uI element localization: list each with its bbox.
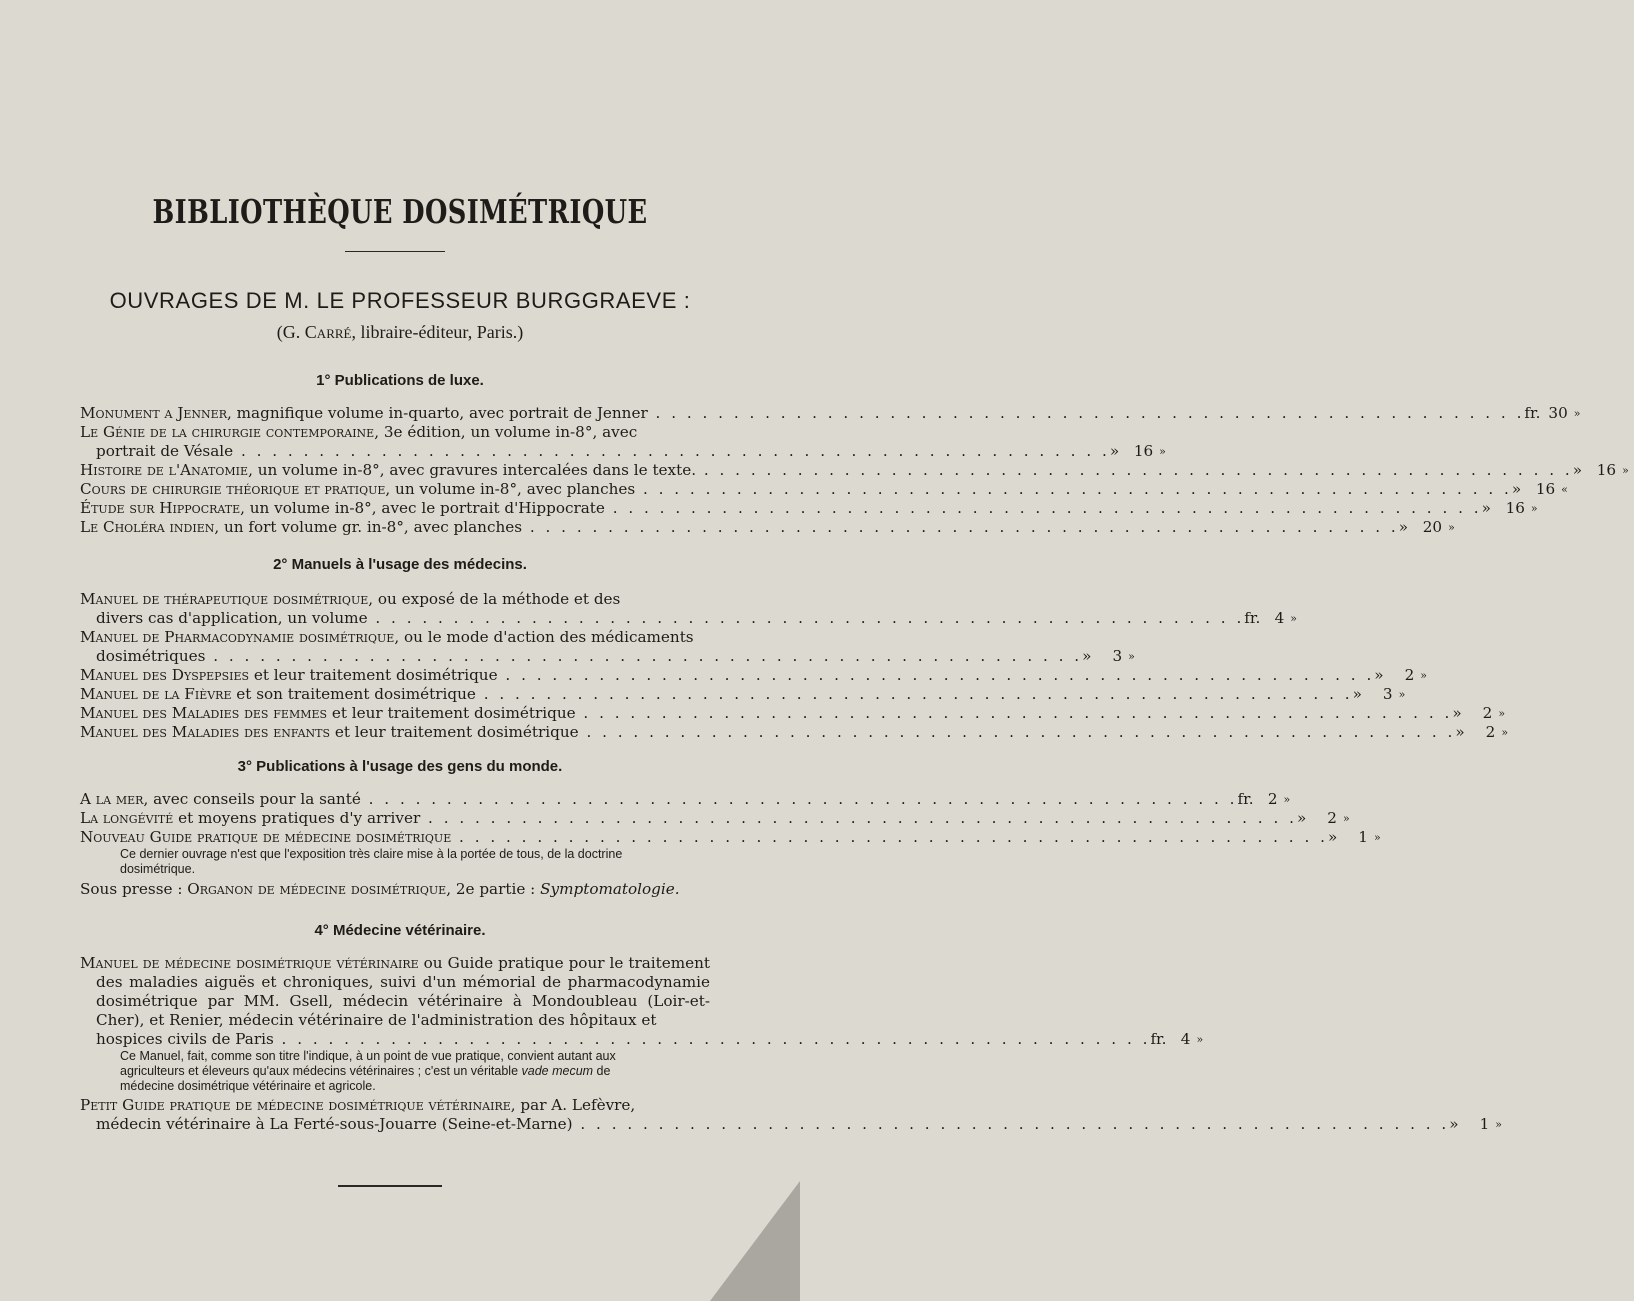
note-part: Ce Manuel, fait, comme son titre l'indique, à un point de vue pratique, convient autant aux agriculteurs et éleveurs qu'aux médecins vétérinaires ; c'est un véritable (120, 1049, 616, 1078)
entry-ditto: » (1398, 688, 1406, 701)
subtitle: OUVRAGES DE M. LE PROFESSEUR BURGGRAEVE : (109, 288, 691, 313)
entry-ditto: » (1495, 1118, 1502, 1131)
entry-price: 4 (1180, 1030, 1191, 1048)
entry-price: 2 (1267, 790, 1278, 808)
press-name: Organon de médecine dosimétrique (187, 880, 447, 898)
entry-ditto: » (1622, 464, 1629, 477)
entry-cont: portrait de Vésale (96, 442, 234, 460)
entry-name: A la mer (80, 790, 144, 808)
entry-price: 16 (1133, 442, 1154, 460)
entry-cont: hospices civils de Paris (96, 1030, 274, 1048)
entry-ditto: » (1342, 812, 1350, 825)
entry-desc: , 3e édition, un volume in-8°, avec (374, 423, 638, 441)
list-item (80, 499, 1538, 518)
entry-ditto: » (1128, 650, 1135, 663)
entry-desc: , magnifique volume in-quarto, avec portrait de Jenner (227, 404, 648, 422)
list-item-continuation (80, 1115, 1502, 1134)
entry-unit: » (1082, 647, 1092, 665)
section-1-list (80, 404, 1629, 537)
entry-unit: » (1352, 685, 1362, 703)
entry-unit: » (1327, 828, 1338, 846)
list-item (80, 518, 1455, 537)
entry-ditto: » (1501, 726, 1509, 739)
entry-price: 3 (1112, 647, 1123, 665)
press-line (80, 880, 710, 899)
section-heading-2: 2° Manuels à l'usage des médecins. (273, 556, 527, 573)
bottom-rule (338, 1185, 442, 1187)
entry-desc: , avec conseils pour la santé (143, 790, 361, 808)
press-italic: Symptomatologie. (540, 880, 680, 898)
entry-price: 20 (1422, 518, 1443, 536)
page-title: BIBLIOTHÈQUE DOSIMÉTRIQUE (152, 192, 648, 231)
entry-ditto: » (1283, 793, 1291, 806)
entry-unit: » (1511, 480, 1522, 498)
entry-name: Petit Guide pratique de médecine dosimétrique vétérinaire (80, 1096, 511, 1114)
press-lead: Sous presse : (80, 880, 188, 898)
entry-desc: , ou le mode d'action des médicaments (394, 628, 694, 646)
entry-name: Le Génie de la chirurgie contemporaine (80, 423, 375, 441)
entry-unit: » (1572, 461, 1583, 479)
entry-unit: » (1449, 1115, 1459, 1133)
section-4-list (80, 954, 1502, 1134)
entry-desc: et leur traitement dosimétrique (249, 666, 498, 684)
entry-unit: » (1296, 809, 1307, 827)
section-3-list (80, 790, 1381, 899)
list-item (80, 704, 1506, 723)
entry-price: 4 (1274, 609, 1285, 627)
title-rule (345, 251, 445, 252)
entry-name: Le Choléra indien (80, 518, 215, 536)
entry-name: Manuel de Pharmacodynamie dosimétrique (80, 628, 395, 646)
note-text (80, 1049, 710, 1094)
entry-desc: et moyens pratiques d'y arriver (173, 809, 421, 827)
entry-unit: » (1374, 666, 1384, 684)
entry-desc: , par A. Lefèvre, (510, 1096, 636, 1114)
publisher-rest: , libraire-éditeur, Paris.) (351, 322, 524, 342)
list-item (80, 828, 1381, 847)
section-2-list (80, 590, 1509, 742)
note-italic: vade mecum (521, 1064, 594, 1078)
entry-name: Manuel de thérapeutique dosimétrique (80, 590, 369, 608)
note-part: de médecine dosimétrique vétérinaire et agricole. (120, 1064, 611, 1093)
entry-unit: » (1398, 518, 1409, 536)
publisher-open: (G. (276, 322, 305, 342)
entry-unit: » (1455, 723, 1465, 741)
entry-unit: fr. (1150, 1030, 1167, 1048)
entry-price: 1 (1479, 1115, 1490, 1133)
entry-price: 2 (1485, 723, 1496, 741)
entry-ditto: » (1290, 612, 1298, 625)
entry-cont: divers cas d'application, un volume (96, 609, 368, 627)
veto-paragraph (80, 954, 710, 1030)
entry-name: Étude sur Hippocrate (80, 499, 241, 517)
page-corner-wear (710, 1181, 800, 1301)
entry-name: Manuel des Dyspepsies (80, 666, 250, 684)
entry-ditto: « (1561, 483, 1568, 496)
entry-desc: et leur traitement dosimétrique (327, 704, 576, 722)
entry-ditto: » (1530, 502, 1538, 515)
entry-price: 2 (1404, 666, 1415, 684)
entry-desc: , ou exposé de la méthode et des (368, 590, 621, 608)
entry-price: 16 (1596, 461, 1617, 479)
list-item-continuation (80, 442, 1166, 461)
note-text: Ce dernier ouvrage n'est que l'exposition très claire mise à la portée de tous, de la doctrine dosimétrique. (120, 847, 623, 876)
entry-ditto: » (1573, 407, 1581, 420)
list-item (80, 461, 1629, 480)
entry-name: Manuel des Maladies des femmes (80, 704, 328, 722)
entry-unit: » (1452, 704, 1462, 722)
entry-unit: fr. (1244, 609, 1261, 627)
entry-unit: fr. (1237, 790, 1254, 808)
entry-price: 2 (1482, 704, 1493, 722)
entry-name: Manuel de la Fièvre (80, 685, 232, 703)
entry-price: 2 (1327, 809, 1337, 827)
entry-name: Manuel des Maladies des enfants (80, 723, 331, 741)
publisher-line (0, 322, 800, 343)
list-item (80, 685, 1406, 704)
entry-name: La longévité (80, 809, 174, 827)
entry-desc: , un fort volume gr. in-8°, avec planches (214, 518, 523, 536)
entry-name: Cours de chirurgie théorique et pratique (80, 480, 386, 498)
list-item (80, 666, 1428, 685)
entry-ditto: » (1159, 445, 1166, 458)
entry-cont: médecin vétérinaire à La Ferté-sous-Jouarre (Seine-et-Marne) (96, 1115, 573, 1133)
entry-desc: et leur traitement dosimétrique (330, 723, 579, 741)
list-item (80, 590, 710, 609)
entry-ditto: » (1196, 1033, 1204, 1046)
entry-ditto: » (1373, 831, 1381, 844)
entry-price: 16 (1535, 480, 1556, 498)
section-heading-3: 3° Publications à l'usage des gens du monde. (237, 758, 563, 775)
entry-desc: , un volume in-8°, avec gravures intercalées dans le texte. (248, 461, 697, 479)
entry-unit: » (1481, 499, 1491, 517)
list-item (80, 723, 1509, 742)
entry-unit: fr. (1524, 404, 1541, 422)
list-item (80, 809, 1350, 828)
entry-ditto: » (1498, 707, 1506, 720)
list-item-continuation (80, 647, 1135, 666)
entry-unit: » (1109, 442, 1120, 460)
entry-name: Monument a Jenner (80, 404, 227, 422)
entry-desc: , un volume in-8°, avec le portrait d'Hippocrate (240, 499, 605, 517)
entry-price: 3 (1382, 685, 1393, 703)
list-item (80, 1096, 710, 1115)
entry-price: 30 (1548, 404, 1568, 422)
entry-cont: dosimétriques (96, 647, 206, 665)
entry-ditto: » (1420, 669, 1428, 682)
entry-price: 1 (1358, 828, 1368, 846)
list-item-continuation (80, 609, 1298, 628)
list-item (80, 628, 710, 647)
section-heading-4: 4° Médecine vétérinaire. (314, 922, 486, 939)
entry-name: Histoire de l'Anatomie (80, 461, 249, 479)
entry-name: Nouveau Guide pratique de médecine dosimétrique (80, 828, 452, 846)
press-rest: , 2e partie : (446, 880, 541, 898)
list-item (80, 423, 710, 442)
section-heading-1: 1° Publications de luxe. (316, 372, 484, 389)
entry-desc: , un volume in-8°, avec planches (385, 480, 636, 498)
list-item (80, 480, 1568, 499)
entry-desc: ou Guide pratique pour le traitement des maladies aiguës et chroniques, suivi d'un mémorial de pharmacodynamie dosimétrique par MM. Gsell, médecin vétérinaire à Mondoubleau (Loir-et-Cher), et Renier, médecin vétérinaire de l'administration des hôpitaux et (96, 954, 710, 1029)
list-item (80, 404, 1581, 423)
entry-ditto: » (1448, 521, 1455, 534)
entry-desc: et son traitement dosimétrique (231, 685, 476, 703)
list-item (80, 790, 1291, 809)
list-item-continuation (80, 1030, 1204, 1049)
entry-name: Manuel de médecine dosimétrique vétérinaire (80, 954, 419, 972)
publisher-name: Carré (304, 322, 352, 342)
entry-price: 16 (1505, 499, 1525, 517)
